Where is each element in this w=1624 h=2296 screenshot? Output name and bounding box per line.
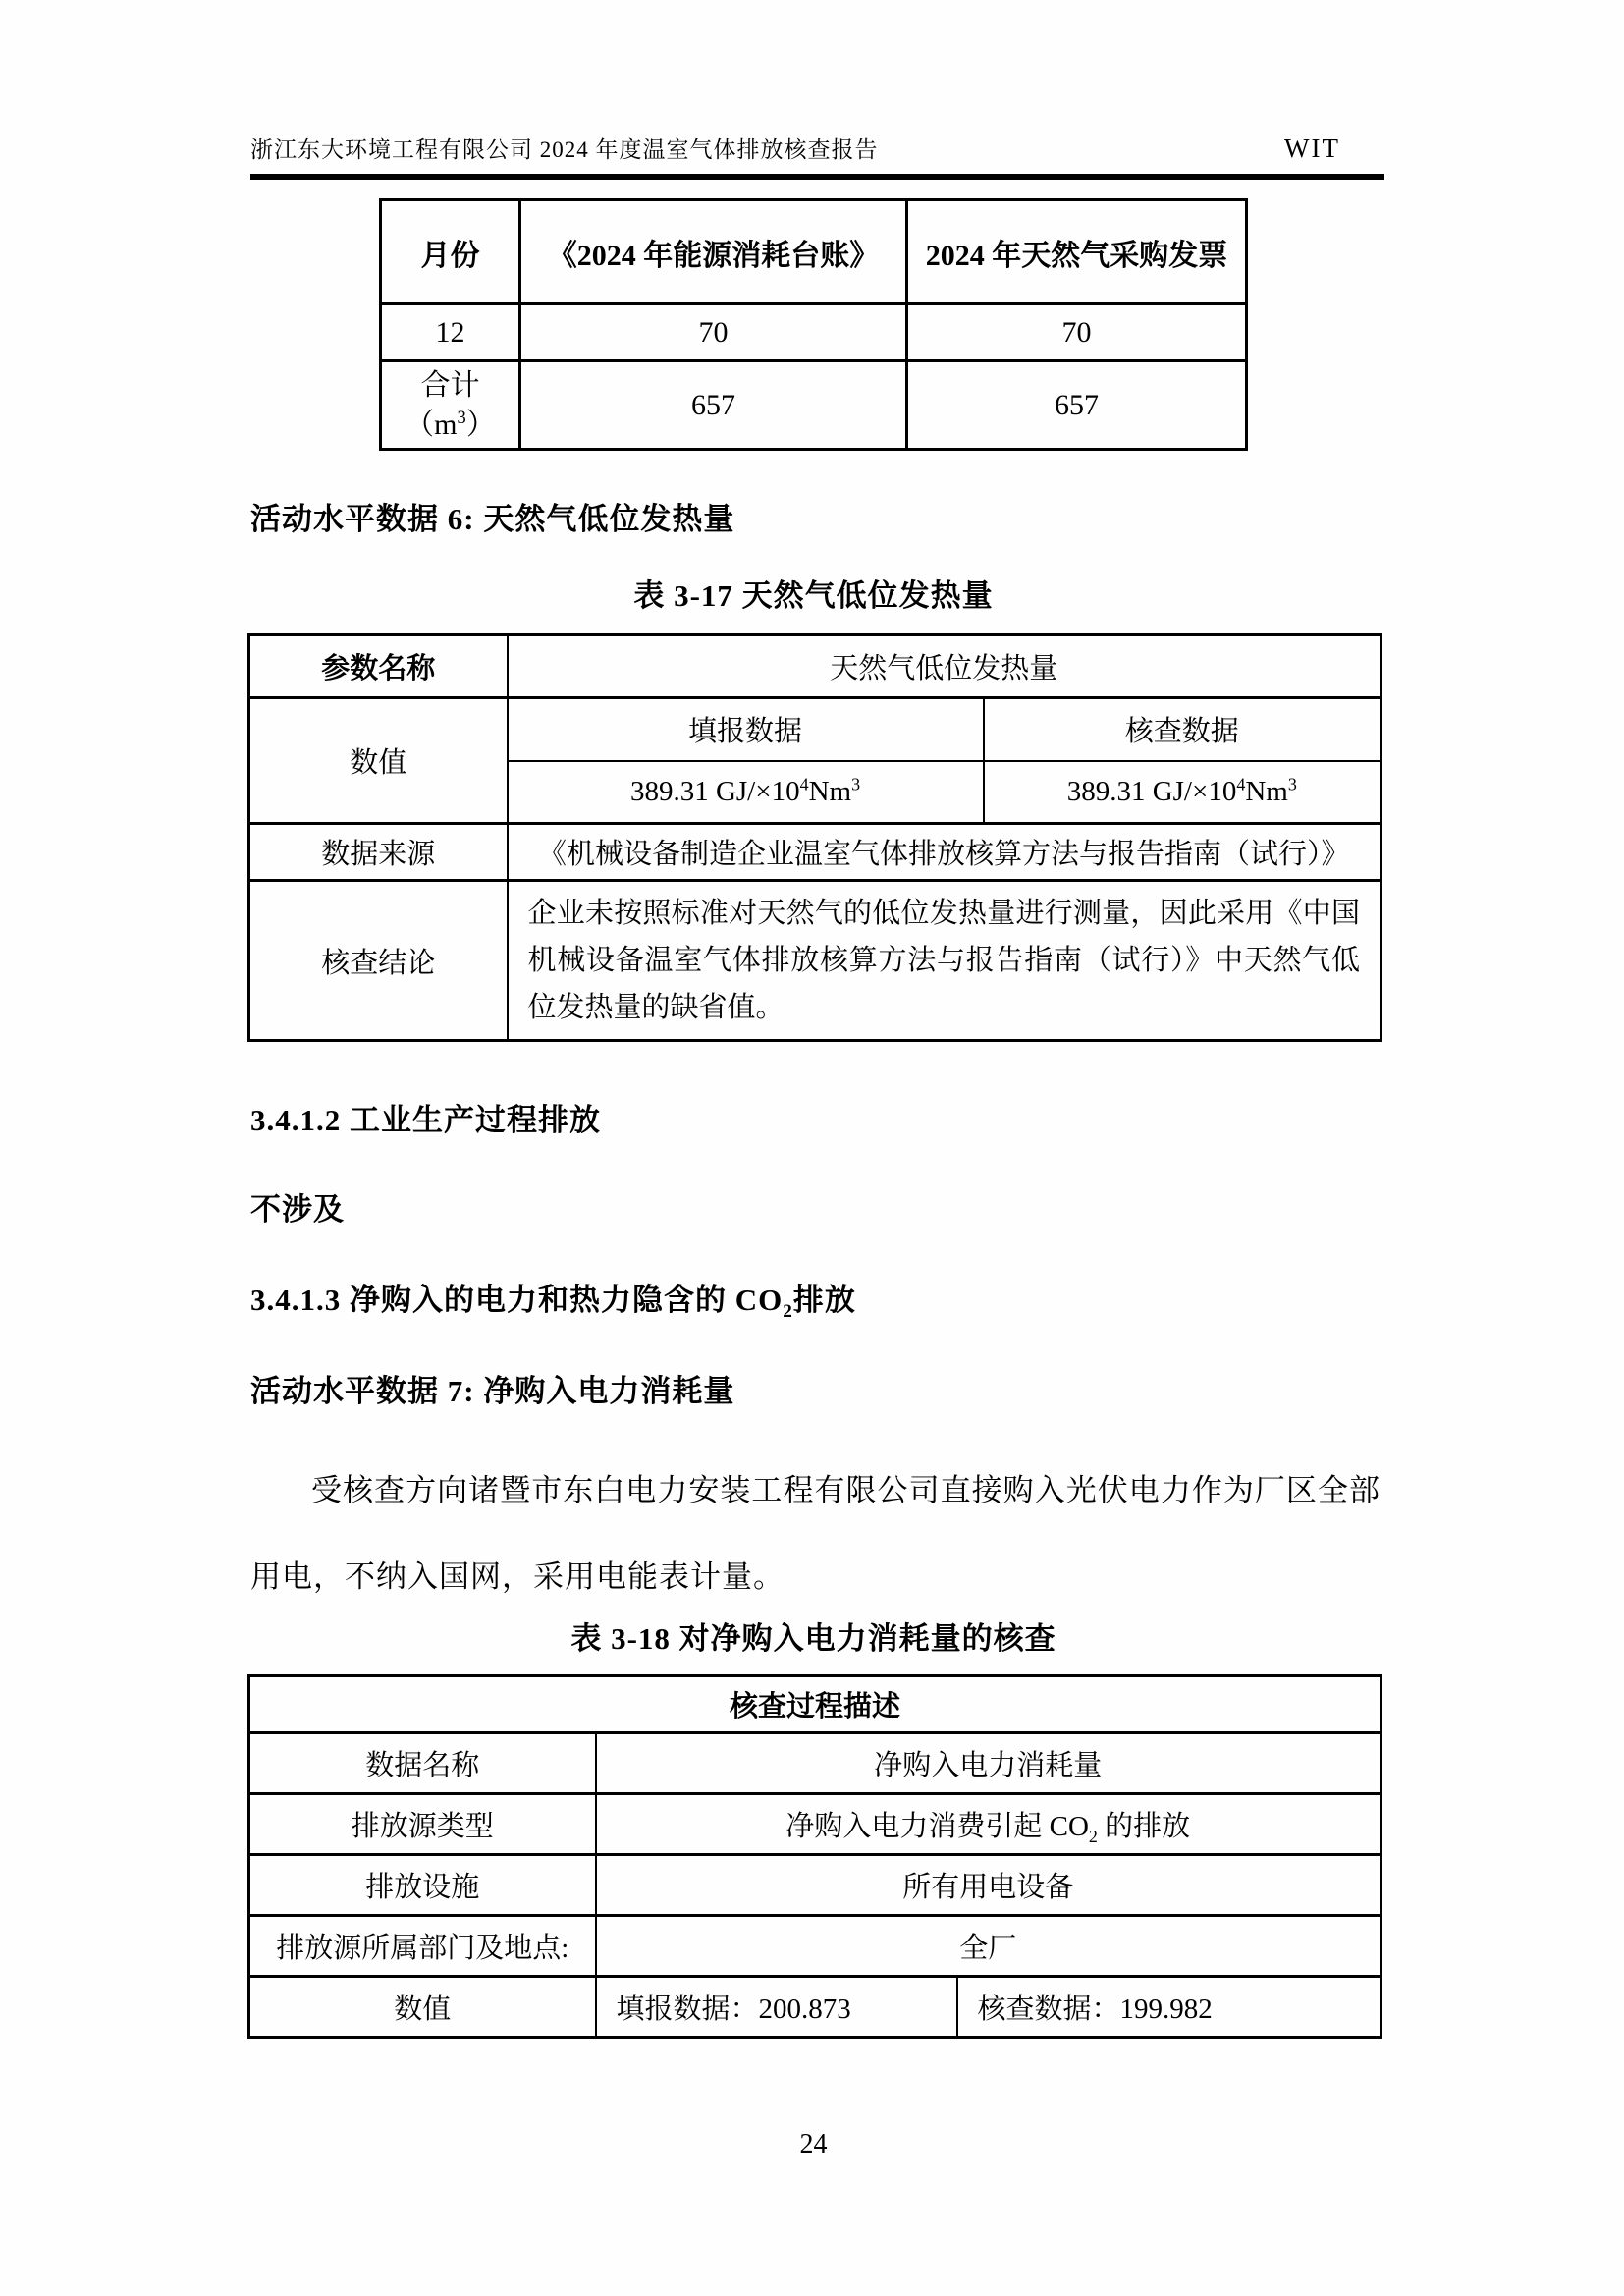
gas-table-month-cell: 12: [381, 304, 520, 361]
superscript: 3: [851, 774, 861, 794]
data-source-label: 数据来源: [249, 824, 508, 881]
gas-table-ledger-cell: 70: [520, 304, 907, 361]
verified-value-text: 389.31 GJ/×10: [1066, 775, 1237, 807]
heading-text-end: 排放: [792, 1283, 856, 1317]
table-3-18: [247, 1674, 1382, 2039]
header-title: 浙江东大环境工程有限公司 2024 年度温室气体排放核查报告: [250, 137, 879, 162]
conclusion-label: 核查结论: [249, 881, 508, 1041]
department-location-value: 全厂: [596, 1916, 1381, 1977]
heading-text: 3.4.1.3 净购入的电力和热力隐含的 CO: [250, 1283, 784, 1317]
emission-facility-label: 排放设施: [249, 1855, 596, 1916]
superscript: 4: [799, 774, 809, 794]
verified-value-cell: [984, 761, 1381, 824]
table-3-17-caption: 表 3-17 天然气低位发热量: [633, 578, 994, 613]
gas-table-row-december: [381, 304, 1247, 361]
gas-table-total-label: [381, 361, 520, 450]
data-name-value: 净购入电力消耗量: [596, 1733, 1381, 1794]
verified-value-unit: Nm: [1245, 775, 1288, 807]
header-logo-wit: WIT: [1284, 134, 1340, 163]
body-paragraph: 受核查方向诸暨市东白电力安装工程有限公司直接购入光伏电力作为厂区全部用电，不纳入国网，采用电能表计量。: [250, 1473, 1380, 1594]
verified-data-label: 核查数据: [984, 698, 1381, 761]
section-3-4-1-3-heading: [250, 1275, 856, 1323]
value-label: 数值: [249, 698, 508, 824]
data-source-value: 《机械设备制造企业温室气体排放核算方法与报告指南（试行）》: [508, 824, 1381, 881]
data-name-label: 数据名称: [249, 1733, 596, 1794]
total-label-line2-close: ）: [465, 408, 496, 441]
emission-source-type-row: [249, 1794, 1381, 1855]
gas-table-total-invoice-cell: 657: [907, 361, 1247, 450]
emission-facility-value: 所有用电设备: [596, 1855, 1381, 1916]
gas-consumption-table: [379, 198, 1248, 451]
source-type-text-end: 的排放: [1105, 1811, 1191, 1842]
page-header: [250, 132, 1384, 180]
not-involved-text: 不涉及: [250, 1192, 345, 1227]
gas-table-header-month: 月份: [381, 200, 520, 304]
table-3-17: [247, 633, 1382, 1042]
reported-value-cell: [508, 761, 984, 824]
value-row: [249, 1977, 1381, 2038]
activity-data-6-heading: 活动水平数据 6: 天然气低位发热量: [250, 502, 735, 536]
table-3-18-caption: 表 3-18 对净购入电力消耗量的核查: [570, 1621, 1056, 1656]
gas-table-header-invoice: 2024 年天然气采购发票: [907, 200, 1247, 304]
reported-data-label: 填报数据: [508, 698, 984, 761]
verification-process-header-row: [249, 1676, 1381, 1733]
superscript: 4: [1236, 774, 1246, 794]
gas-table-header-row: [381, 200, 1247, 304]
gas-table-row-total: [381, 361, 1247, 450]
emission-facility-row: [249, 1855, 1381, 1916]
gas-table-header-ledger: 《2024 年能源消耗台账》: [520, 200, 907, 304]
conclusion-row: [249, 881, 1381, 1041]
page-number: 24: [799, 2129, 828, 2159]
department-location-row: [249, 1916, 1381, 1977]
total-label-line1: 合计: [420, 368, 480, 402]
emission-source-type-label: 排放源类型: [249, 1794, 596, 1855]
emission-source-type-value: [596, 1794, 1381, 1855]
total-label-line2: （m: [405, 408, 458, 441]
param-name-value: 天然气低位发热量: [508, 635, 1381, 698]
superscript: 3: [457, 407, 466, 428]
value-label: 数值: [249, 1977, 596, 2038]
data-source-row: [249, 824, 1381, 881]
subscript: 2: [783, 1301, 793, 1323]
department-location-label: 排放源所属部门及地点:: [249, 1916, 596, 1977]
subscript: 2: [1088, 1826, 1098, 1846]
value-sub-header-row: [249, 698, 1381, 761]
reported-value-text: 389.31 GJ/×10: [629, 775, 800, 807]
section-3-4-1-2-heading: 3.4.1.2 工业生产过程排放: [250, 1103, 601, 1137]
superscript: 3: [1287, 774, 1297, 794]
param-name-label: 参数名称: [249, 635, 508, 698]
verification-process-header: 核查过程描述: [249, 1676, 1381, 1733]
data-name-row: [249, 1733, 1381, 1794]
param-name-row: [249, 635, 1381, 698]
source-type-text: 净购入电力消费引起 CO: [785, 1811, 1089, 1842]
gas-table-total-ledger-cell: 657: [520, 361, 907, 450]
conclusion-value: 企业未按照标准对天然气的低位发热量进行测量，因此采用《中国机械设备温室气体排放核算方法与报告指南（试行）》中天然气低位发热量的缺省值。: [508, 881, 1381, 1041]
reported-value-cell: 填报数据：200.873: [596, 1977, 957, 2038]
reported-value-unit: Nm: [808, 775, 852, 807]
verified-value-cell: 核查数据：199.982: [957, 1977, 1381, 2038]
gas-table-invoice-cell: 70: [907, 304, 1247, 361]
activity-data-7-heading: 活动水平数据 7: 净购入电力消耗量: [250, 1374, 735, 1408]
